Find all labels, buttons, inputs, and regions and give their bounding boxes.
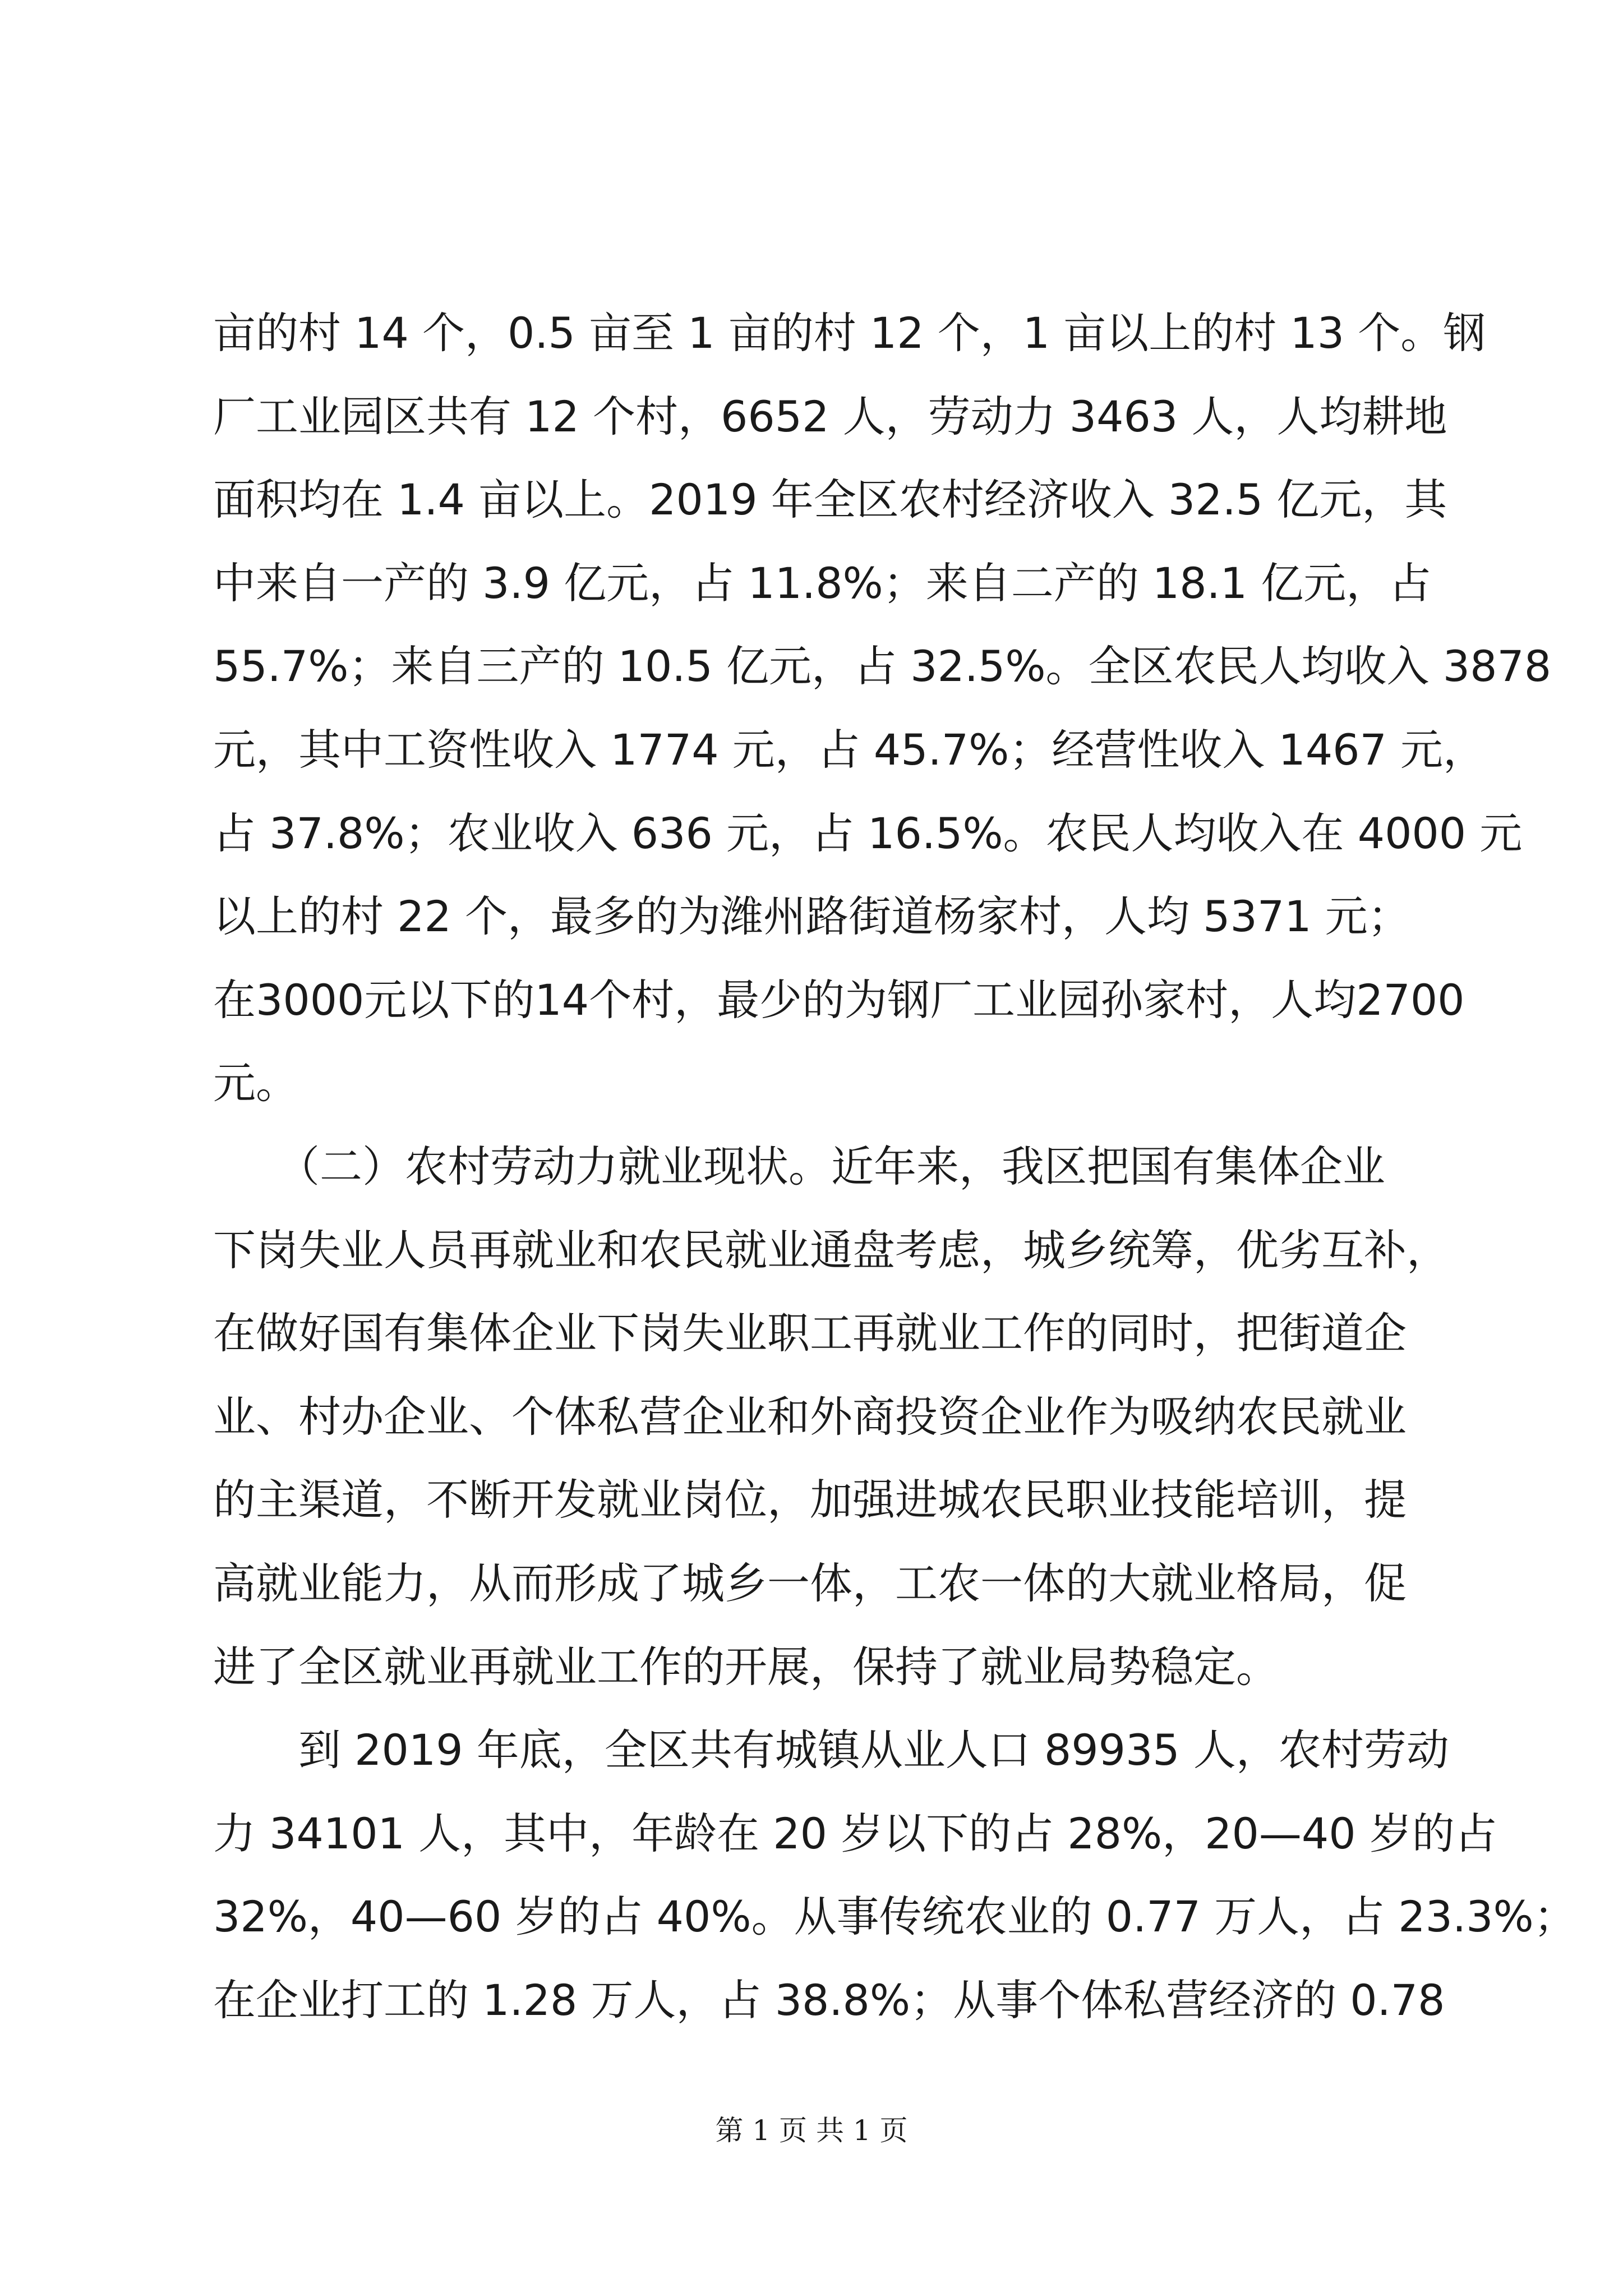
text-line: （二）农村劳动力就业现状。近年来，我区把国有集体企业: [213, 1141, 1385, 1191]
text-line: 中来自一产的 3.9 亿元，占 11.8%；来自二产的 18.1 亿元，占: [213, 558, 1432, 608]
text-line: 面积均在 1.4 亩以上。2019 年全区农村经济收入 32.5 亿元，其: [213, 475, 1447, 525]
document-body: [213, 292, 1576, 2042]
text-line: 下岗失业人员再就业和农民就业通盘考虑，城乡统筹，优劣互补，: [213, 1225, 1449, 1275]
text-line: 的主渠道，不断开发就业岗位，加强进城农民职业技能培训，提: [213, 1475, 1407, 1525]
page-number-label: 第 1 页 共 1 页: [715, 2114, 908, 2147]
text-line: 亩的村 14 个，0.5 亩至 1 亩的村 12 个，1 亩以上的村 13 个。钢: [213, 308, 1486, 358]
text-line: 32%，40—60 岁的占 40%。从事传统农业的 0.77 万人，占 23.3%；: [213, 1892, 1576, 1942]
text-line: 在3000元以下的14个村，最少的为钢厂工业园孙家村，人均2700: [213, 974, 1465, 1025]
text-line: 元。: [213, 1058, 298, 1108]
text-line: 元，其中工资性收入 1774 元，占 45.7%；经营性收入 1467 元，: [213, 724, 1486, 775]
text-line: 进了全区就业再就业工作的开展，保持了就业局势稳定。: [213, 1641, 1279, 1692]
text-line: 55.7%；来自三产的 10.5 亿元，占 32.5%。全区农民人均收入 3878: [213, 641, 1552, 692]
text-line: 高就业能力，从而形成了城乡一体，工农一体的大就业格局，促: [213, 1558, 1407, 1608]
text-line: 到 2019 年底，全区共有城镇从业人口 89935 人，农村劳动: [213, 1725, 1449, 1775]
text-line: 业、村办企业、个体私营企业和外商投资企业作为吸纳农民就业: [213, 1391, 1407, 1442]
text-line: 占 37.8%；农业收入 636 元，占 16.5%。农民人均收入在 4000 元: [213, 808, 1523, 858]
text-line: 以上的村 22 个，最多的为潍州路街道杨家村，人均 5371 元；: [213, 891, 1410, 942]
text-line: 力 34101 人，其中，年龄在 20 岁以下的占 28%，20—40 岁的占: [213, 1808, 1497, 1858]
page-footer: [0, 2108, 1623, 2153]
text-line: 在做好国有集体企业下岗失业职工再就业工作的同时，把街道企: [213, 1308, 1407, 1359]
text-line: 在企业打工的 1.28 万人，占 38.8%；从事个体私营经济的 0.78: [213, 1975, 1445, 2025]
text-line: 厂工业园区共有 12 个村，6652 人，劳动力 3463 人，人均耕地: [213, 391, 1447, 441]
